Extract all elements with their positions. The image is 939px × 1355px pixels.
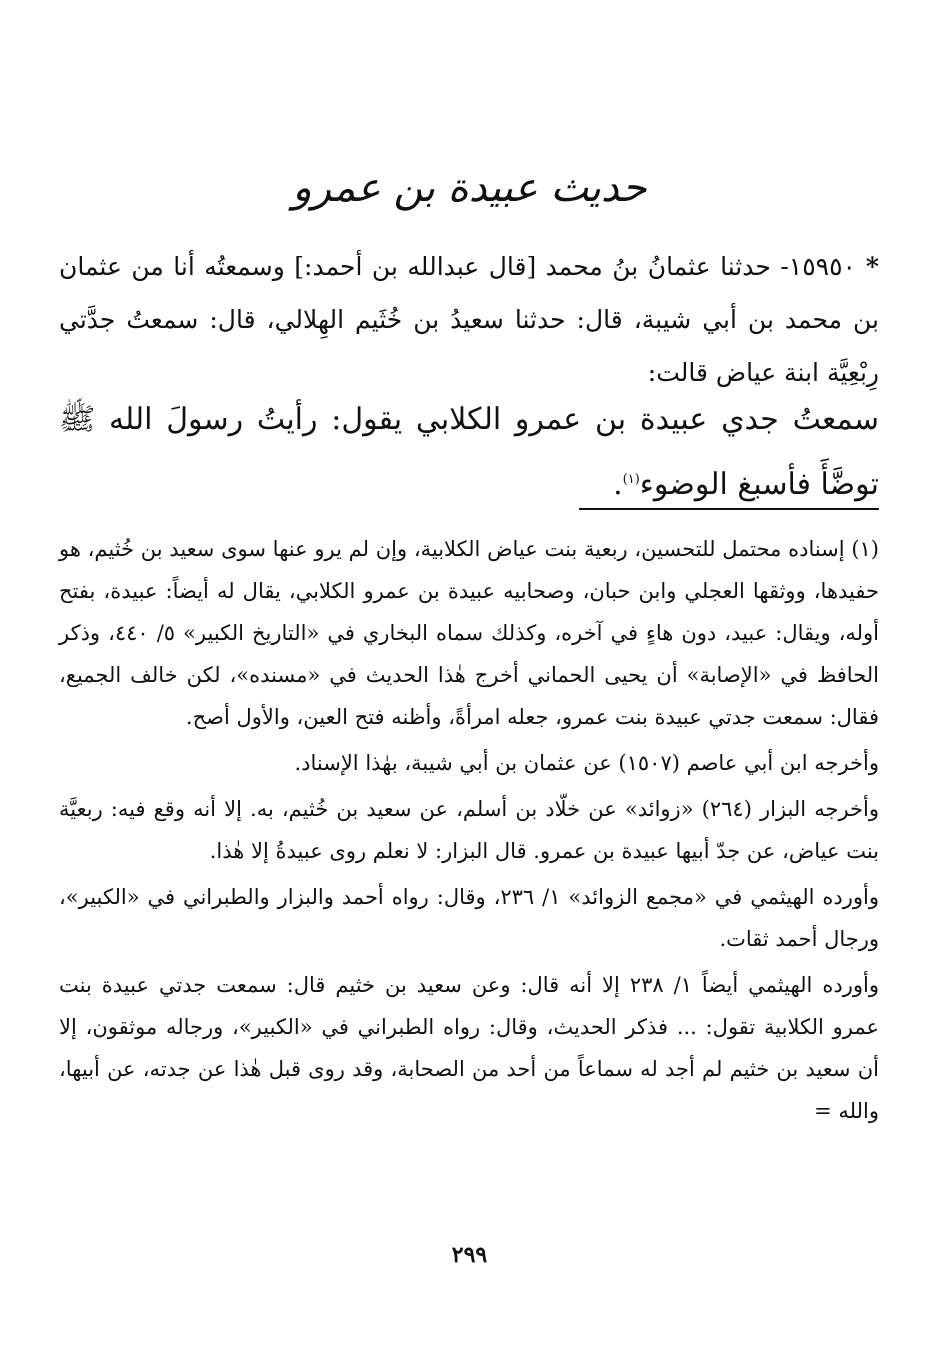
chapter-heading-text: حديث عبيدة بن عمرو [292, 165, 647, 211]
footnote-divider [579, 508, 879, 510]
footnote-paragraph: وأخرجه ابن أبي عاصم (١٥٠٧) عن عثمان بن أبي شيبة، بهٰذا الإسناد. [294, 751, 879, 775]
footnote-paragraph: وأورده الهيثمي في «مجمع الزوائد» ١/ ٢٣٦، وقال: رواه أحمد والبزار والطبراني في «الكبير»، ورجال أحمد ثقات. [59, 885, 879, 951]
footnote-paragraph: وأورده الهيثمي أيضاً ١/ ٢٣٨ إلا أنه قال: وعن سعيد بن خثيم قال: سمعت جدتي عبيدة بنت عمرو الكلابية تقول: ... فذكر الحديث، وقال: رواه الطبراني في «الكبير»، ورجاله موثقون، إلا أن سعيد بن خثيم لم أجد له سماعاً من أحد من الصحابة، وقد روى قبل هٰذا عن جدته، عن أبيها، والله = [59, 973, 879, 1123]
hadith-matn [59, 390, 879, 515]
matn-text: سمعتُ جدي عبيدة بن عمرو الكلابي يقول: رأيتُ رسولَ الله ﷺ توضَّأَ فأسبغ الوضوء [59, 402, 879, 502]
footnotes [59, 528, 879, 1132]
footnote-reference: (١) [622, 472, 640, 487]
chapter-heading [0, 158, 939, 218]
footnote-paragraph: (١) إسناده محتمل للتحسين، ربعية بنت عياض الكلابية، وإن لم يرو عنها سوى سعيد بن خُثيم، هو حفيدها، ووثقها العجلي وابن حبان، وصحابيه عبيدة بن عمرو الكلابي، يقال له أيضاً: عبيدة، بفتح أوله، ويقال: عبيد، دون هاءٍ في آخره، وكذلك سماه البخاري في «التاريخ الكبير» ٥/ ٤٤٠، وذكر الحافظ في «الإصابة» أن يحيى الحماني أخرج هٰذا الحديث في «مسنده»، لكن خالف الجميع، فقال: سمعت جدتي عبيدة بنت عمرو، جعله امرأةً، وأظنه فتح العين، والأول أصح. [59, 537, 880, 729]
isnad-text: ١٥٩٥٠- حدثنا عثمانُ بنُ محمد [قال عبدالله بن أحمد:] وسمعتُه أنا من عثمان بن محمد بن أبي شيبة، قال: حدثنا سعيدُ بن خُثَيم الهِلالي، قال: سمعتُ جدَّتي رِبْعِيَّة ابنة عياض قالت: [59, 252, 879, 387]
page-number: ٢٩٩ [451, 1242, 488, 1268]
matn-end: . [613, 467, 623, 502]
footnote-paragraph: وأخرجه البزار (٢٦٤) «زوائد» عن خلّاد بن أسلم، عن سعيد بن خُثيم، به. إلا أنه وقع فيه: ربعيَّة بنت عياض، عن جدّ أبيها عبيدة بن عمرو. قال البزار: لا نعلم روى عبيدةُ إلا هٰذا. [59, 797, 879, 863]
hadith-isnad [59, 240, 879, 399]
hadith-marker: * [865, 252, 879, 281]
